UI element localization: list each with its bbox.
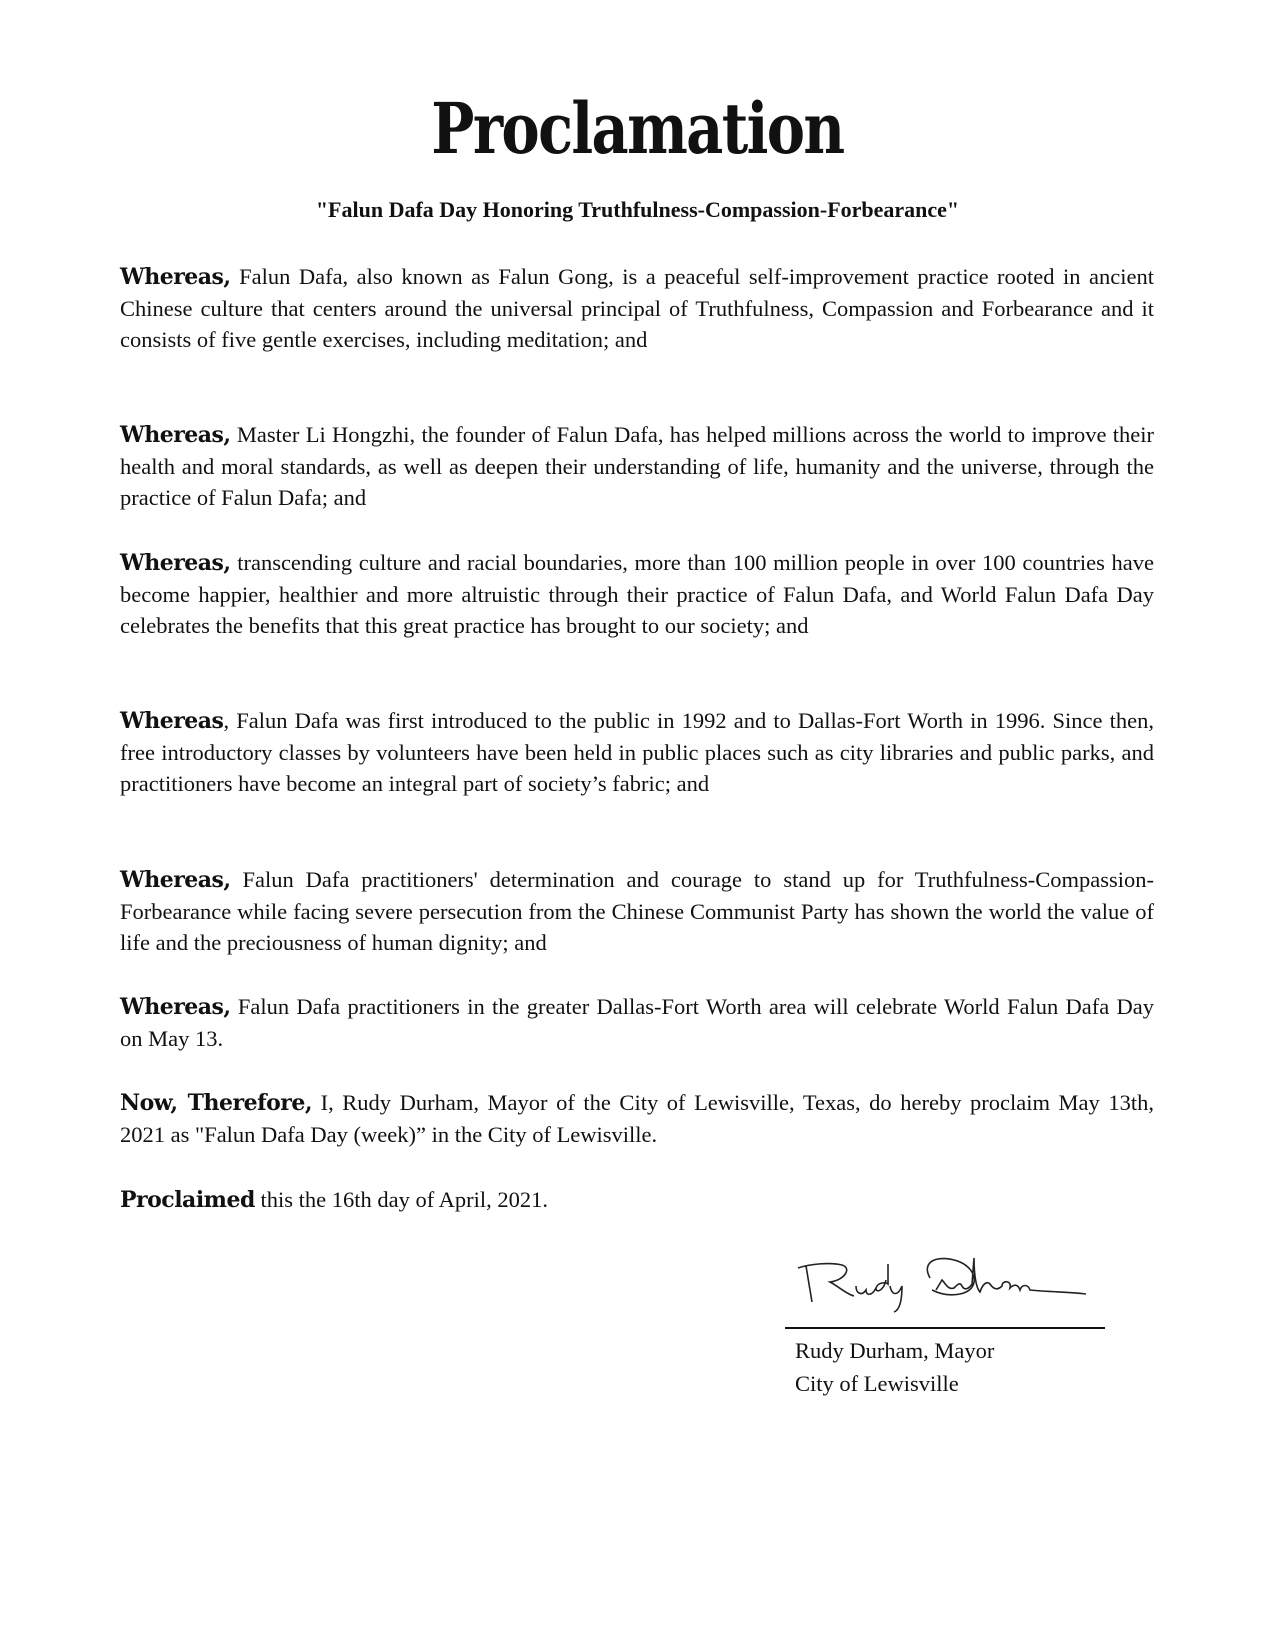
paragraph-text: Falun Dafa practitioners in the greater Dallas-Fort Worth area will celebrate World Falun Dafa Day on May 13. bbox=[120, 994, 1154, 1051]
paragraph-text: Falun Dafa, also known as Falun Gong, is a peaceful self-improvement practice rooted in ancient Chinese culture that centers around the universal principal of Truthfulness, Compassion and Forbearance and it consists of five gentle exercises, including meditation; and bbox=[120, 264, 1154, 352]
paragraph-lead: Whereas, bbox=[120, 550, 231, 576]
signatory-organization: City of Lewisville bbox=[795, 1371, 959, 1396]
paragraph-lead: Whereas, bbox=[120, 422, 231, 448]
therefore-paragraph bbox=[120, 1087, 1154, 1150]
signature-line bbox=[785, 1327, 1105, 1329]
paragraph-lead: Whereas, bbox=[120, 867, 231, 893]
whereas-paragraph-5 bbox=[120, 864, 1154, 958]
paragraph-lead: Now, Therefore, bbox=[120, 1090, 313, 1116]
paragraph-text: Falun Dafa practitioners' determination and courage to stand up for Truthfulness-Compassion-Forbearance while facing severe persecution from the Chinese Communist Party has shown the world the value of life and the preciousness of human dignity; and bbox=[120, 867, 1154, 955]
whereas-paragraph-6 bbox=[120, 991, 1154, 1054]
whereas-paragraph-4 bbox=[120, 705, 1154, 799]
paragraph-lead: Whereas, bbox=[120, 994, 231, 1020]
paragraph-text: Master Li Hongzhi, the founder of Falun Dafa, has helped millions across the world to improve their health and moral standards, as well as deepen their understanding of life, humanity and the universe, through the practice of Falun Dafa; and bbox=[120, 422, 1154, 510]
whereas-paragraph-1 bbox=[120, 261, 1154, 355]
paragraph-text: I, Rudy Durham, Mayor of the City of Lewisville, Texas, do hereby proclaim May 13th, 2021 as "Falun Dafa Day (week)” in the City of Lewisville. bbox=[120, 1090, 1154, 1147]
paragraph-lead: Whereas, bbox=[120, 264, 231, 290]
whereas-paragraph-3 bbox=[120, 547, 1154, 641]
paragraph-text: , Falun Dafa was first introduced to the public in 1992 and to Dallas-Fort Worth in 1996. Since then, free introductory classes by volunteers have been held in public places such as city libraries and public parks, and practitioners have become an integral part of society’s fabric; and bbox=[120, 708, 1154, 796]
proclaimed-line bbox=[120, 1184, 1154, 1216]
handwritten-signature bbox=[790, 1250, 1090, 1320]
paragraph-text: this the 16th day of April, 2021. bbox=[254, 1187, 548, 1212]
paragraph-text: transcending culture and racial boundaries, more than 100 million people in over 100 countries have become happier, healthier and more altruistic through their practice of Falun Dafa, and World Falun Dafa Day celebrates the benefits that this great practice has brought to our society; and bbox=[120, 550, 1154, 638]
paragraph-lead: Whereas bbox=[120, 708, 224, 734]
paragraph-lead: Proclaimed bbox=[120, 1187, 255, 1213]
whereas-paragraph-2 bbox=[120, 419, 1154, 513]
page-title: Proclamation bbox=[431, 87, 844, 170]
subtitle: "Falun Dafa Day Honoring Truthfulness-Compassion-Forbearance" bbox=[315, 197, 960, 222]
signatory-name: Rudy Durham, Mayor bbox=[795, 1338, 995, 1363]
